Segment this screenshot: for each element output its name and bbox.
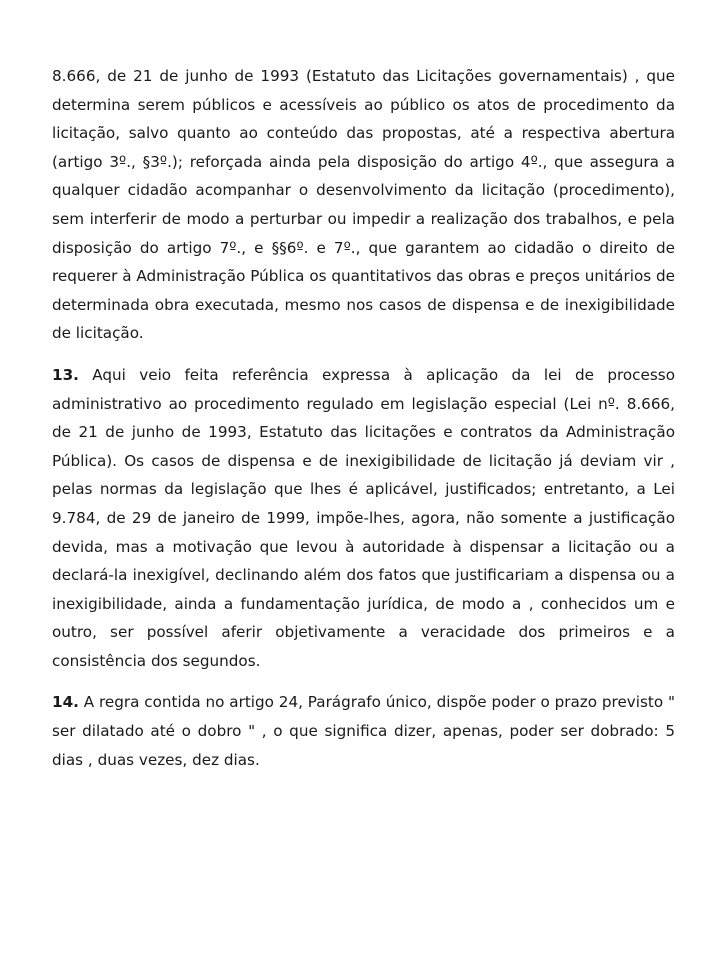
document-page	[52, 62, 675, 774]
paragraph-text: Aqui veio feita referência expressa à aplicação da lei de processo administrativo ao procedimento regulado em legislação especial (Lei nº. 8.666, de 21 de junho de 1993, Estatuto das licitações e contratos da Administração Pública). Os casos de dispensa e de inexigibilidade de licitação já deviam vir , pelas normas da legislação que lhes é aplicável, justificados; entretanto, a Lei 9.784, de 29 de janeiro de 1999, impõe-lhes, agora, não somente a justificação devida, mas a motivação que levou à autoridade à dispensar a licitação ou a declará-la inexigível, declinando além dos fatos que justificariam a dispensa ou a inexigibilidade, ainda a fundamentação jurídica, de modo a , conhecidos um e outro, ser possível aferir objetivamente a veracidade dos primeiros e a consistência dos segundos.	[52, 365, 675, 670]
paragraph-continuation	[52, 62, 675, 348]
paragraph-text: 8.666, de 21 de junho de 1993 (Estatuto das Licitações governamentais) , que determina serem públicos e acessíveis ao público os atos de procedimento da licitação, salvo quanto ao conteúdo das propostas, até a respectiva abertura (artigo 3º., §3º.); reforçada ainda pela disposição do artigo 4º., que assegura a qualquer cidadão acompanhar o desenvolvimento da licitação (procedimento), sem interferir de modo a perturbar ou impedir a realização dos trabalhos, e pela disposição do artigo 7º., e §§6º. e 7º., que garantem ao cidadão o direito de requerer à Administração Pública os quantitativos das obras e preços unitários de determinada obra executada, mesmo nos casos de dispensa e de inexigibilidade de licitação.	[52, 67, 675, 343]
paragraph-number: 13.	[52, 365, 79, 384]
paragraph-text: A regra contida no artigo 24, Parágrafo único, dispõe poder o prazo previsto " ser dilatado até o dobro " , o que significa dizer, apenas, poder ser dobrado: 5 dias , duas vezes, dez dias.	[52, 693, 676, 769]
paragraph-14	[52, 688, 675, 774]
paragraph-13	[52, 361, 675, 676]
paragraph-number: 14.	[52, 693, 79, 712]
